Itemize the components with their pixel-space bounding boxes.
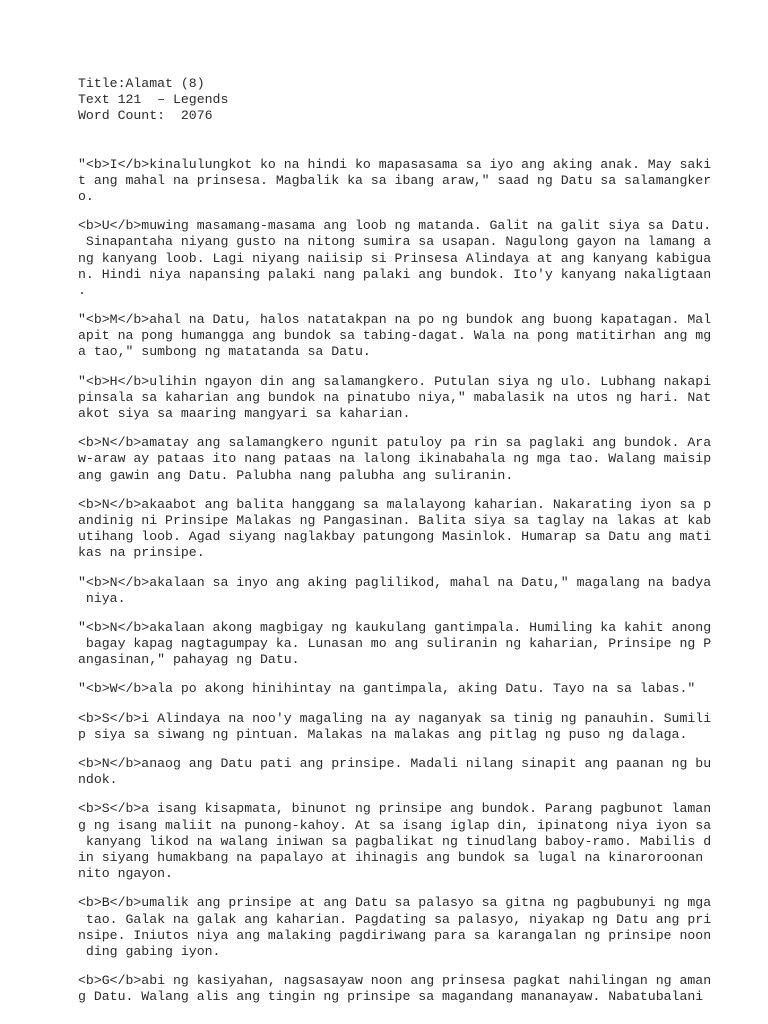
document-header [78, 76, 728, 125]
title-line: Title:Alamat (8) [78, 76, 205, 91]
text-line: <b>S</b>a isang kisapmata, binunot ng prinsipe ang bundok. Parang pagbunot laman [78, 801, 712, 817]
text-line: <b>N</b>akaabot ang balita hanggang sa malalayong kaharian. Nakarating iyon sa p [78, 496, 712, 512]
text-line: w-araw ay pataas ito nang pataas na lalong ikinabahala ng mga tao. Walang maisip [78, 451, 712, 467]
paragraph [78, 218, 728, 299]
paragraph [78, 681, 728, 697]
text-line: <b>N</b>amatay ang salamangkero ngunit patuloy pa rin sa paglaki ang bundok. Ara [78, 435, 712, 451]
text-line: o. [78, 188, 94, 204]
text-line: g Datu. Walang alis ang tingin ng prinsipe sa magandang mananayaw. Nabatubalani [78, 989, 704, 1005]
text-line: "<b>N</b>akalaan akong magbigay ng kaukulang gantimpala. Humiling ka kahit anong [78, 619, 712, 635]
paragraph [78, 711, 728, 743]
paragraph [78, 312, 728, 361]
text-line: nsipe. Iniutos niya ang malaking pagdiriwang para sa karangalan ng prinsipe noon [78, 927, 712, 943]
text-line: ndok. [78, 772, 118, 788]
text-line: tao. Galak na galak ang kaharian. Pagdating sa palasyo, niyakap ng Datu ang pri [78, 911, 712, 927]
text-line: utihang loob. Agad siyang naglakbay patungong Masinlok. Humarap sa Datu ang mati [78, 529, 712, 545]
text-line: niya. [78, 590, 126, 606]
text-line: <b>U</b>muwing masamang-masama ang loob ng matanda. Galit na galit siya sa Datu. [78, 218, 712, 234]
text-line: "<b>H</b>ulihin ngayon din ang salamangkero. Putulan siya ng ulo. Lubhang nakapi [78, 373, 712, 389]
text-line: "<b>M</b>ahal na Datu, halos natatakpan na po ng bundok ang buong kapatagan. Mal [78, 312, 712, 328]
text-line: a tao," sumbong ng matatanda sa Datu. [78, 344, 371, 360]
text-line: "<b>I</b>kinalulungkot ko na hindi ko mapasasama sa iyo ang aking anak. May saki [78, 156, 712, 172]
text-line: t ang mahal na prinsesa. Magbalik ka sa ibang araw," saad ng Datu sa salamangker [78, 172, 712, 188]
paragraph [78, 801, 728, 882]
text-line: ang gawin ang Datu. Palubha nang palubha ang suliranin. [78, 467, 514, 483]
text-line: nito ngayon. [78, 866, 173, 882]
text-line: pinsala sa kaharian ang bundok na pinatubo niya," mabalasik na utos ng hari. Nat [78, 389, 712, 405]
text-line: kanyang likod na walang iniwan sa pagbalikat ng tinudlang baboy-ramo. Mabilis d [78, 833, 712, 849]
word-count-line: Word Count: 2076 [78, 108, 213, 124]
paragraph [78, 756, 728, 788]
text-line: bagay kapag nagtagumpay ka. Lunasan mo ang suliranin ng kaharian, Prinsipe ng P [78, 636, 712, 652]
text-line: andinig ni Prinsipe Malakas ng Pangasinan. Balita siya sa taglay na lakas at kab [78, 512, 712, 528]
text-line: p siya sa siwang ng pintuan. Malakas na malakas ang pitlag ng puso ng dalaga. [78, 726, 688, 742]
paragraph [78, 575, 728, 607]
text-line: <b>B</b>umalik ang prinsipe at ang Datu sa palasyo sa gitna ng pagbubunyi ng mga [78, 895, 712, 911]
paragraph [78, 620, 728, 669]
text-line: <b>S</b>i Alindaya na noo'y magaling na ay naganyak sa tinig ng panauhin. Sumili [78, 710, 712, 726]
paragraph [78, 895, 728, 960]
text-line: ding gabing iyon. [78, 943, 221, 959]
text-line: n. Hindi niya napansing palaki nang palaki ang bundok. Ito'y kanyang nakaligtaan [78, 266, 712, 282]
text-number-line: Text 121 – Legends [78, 92, 229, 108]
paragraph [78, 374, 728, 423]
text-line: apit na pong humangga ang bundok sa tabing-dagat. Wala na pong matitirhan ang mg [78, 328, 712, 344]
text-line: <b>N</b>anaog ang Datu pati ang prinsipe. Madali nilang sinapit ang paanan ng bu [78, 756, 712, 771]
paragraph [78, 973, 728, 1005]
paragraph [78, 157, 728, 206]
text-line: ng kanyang loob. Lagi niyang naiisip si Prinsesa Alindaya at ang kanyang kabigua [78, 250, 712, 266]
text-line: "<b>W</b>ala po akong hinihintay na gantimpala, aking Datu. Tayo na sa labas." [78, 681, 696, 697]
text-line: "<b>N</b>akalaan sa inyo ang aking paglilikod, mahal na Datu," magalang na badya [78, 574, 712, 590]
document-body [78, 157, 728, 1006]
text-line: angasinan," pahayag ng Datu. [78, 652, 300, 668]
document-page [78, 76, 728, 1018]
text-line: g ng isang maliit na punong-kahoy. At sa isang iglap din, ipinatong niya iyon sa [78, 817, 712, 833]
text-line: <b>G</b>abi ng kasiyahan, nagsasayaw noon ang prinsesa pagkat nahilingan ng aman [78, 973, 712, 989]
text-line: kas na prinsipe. [78, 545, 205, 561]
text-line: akot siya sa maaring mangyari sa kaharian. [78, 406, 411, 421]
text-line: . [78, 282, 86, 298]
text-line: in siyang humakbang na papalayo at ihinagis ang bundok sa lugal na kinaroroonan [78, 849, 704, 865]
text-line: Sinapantaha niyang gusto na nitong sumira sa usapan. Nagulong gayon na lamang a [78, 234, 712, 250]
paragraph [78, 435, 728, 484]
paragraph [78, 497, 728, 562]
